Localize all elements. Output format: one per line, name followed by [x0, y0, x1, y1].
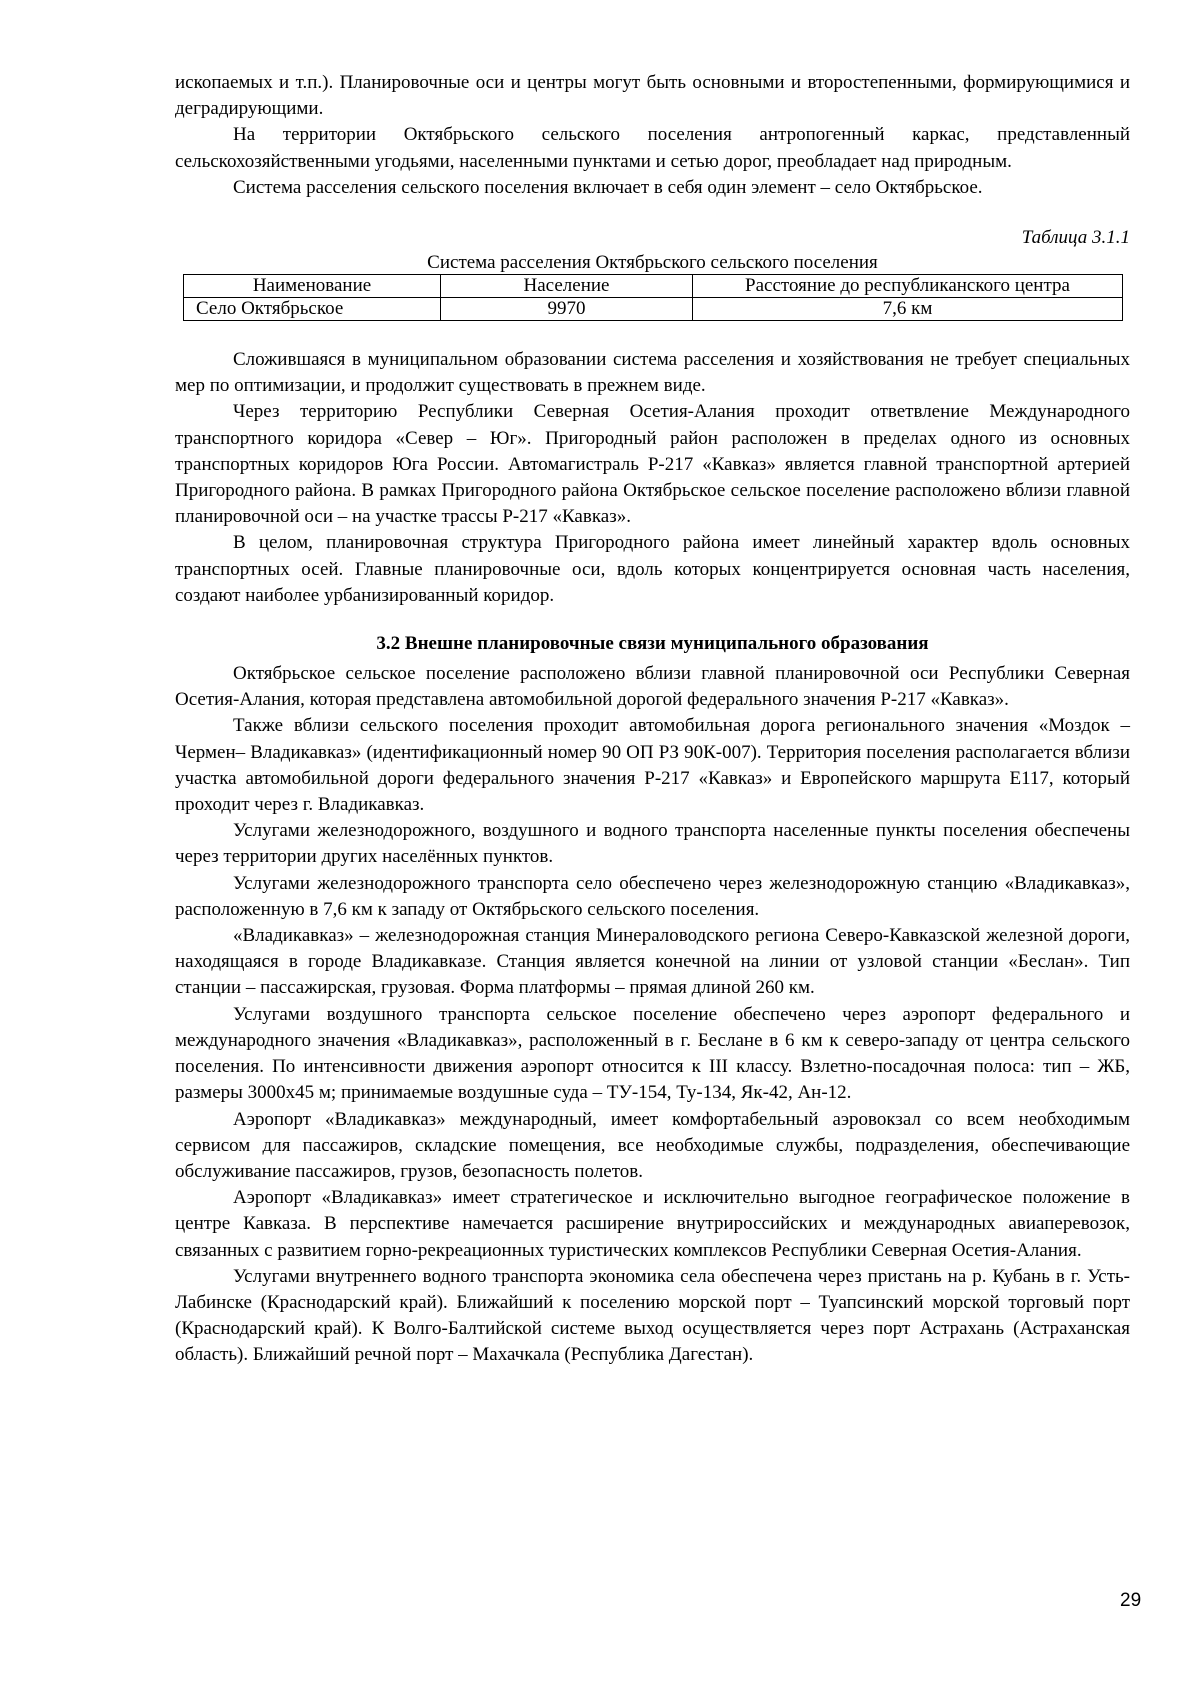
paragraph-bottom-7: Аэропорт «Владикавказ» международный, имеет комфортабельный аэровокзал со всем необходимым сервисом для пассажиров, складские помещения, все необходимые службы, подразделения, обеспечивающие обслуживание пассажиров, грузов, безопасность полетов. [175, 1108, 1130, 1182]
table-cell-distance: 7,6 км [693, 298, 1123, 321]
section-heading: 3.2 Внешне планировочные связи муниципального образования [376, 633, 929, 655]
page-number: 29 [1120, 1590, 1142, 1611]
table-cell-population: 9970 [441, 298, 693, 321]
paragraph-bottom-5: «Владикавказ» – железнодорожная станция Минераловодского региона Северо-Кавказской железной дороги, находящаяся в городе Владикавказе. Станция является конечной на линии от узловой станции «Беслан». Тип станции – пассажирская, грузовая. Форма платформы – прямая длиной 260 км. [175, 925, 1130, 999]
table-row [184, 298, 1123, 321]
paragraph-bottom-4: Услугами железнодорожного транспорта село обеспечено через железнодорожную станцию «Владикавказ», расположенную в 7,6 км к западу от Октябрьского сельского поселения. [175, 872, 1130, 920]
table-header-name: Наименование [184, 275, 441, 298]
paragraph-mid-2: Через территорию Республики Северная Осетия-Алания проходит ответвление Международного транспортного коридора «Север – Юг». Пригородный район расположен в пределах одного из основных транспортных коридоров Юга России. Автомагистраль Р-217 «Кавказ» является главной транспортной артерией Пригородного района. В рамках Пригородного района Октябрьское сельское поселение расположено вблизи главной планировочной оси – на участке трассы Р-217 «Кавказ». [175, 401, 1130, 528]
paragraph-bottom-8: Аэропорт «Владикавказ» имеет стратегическое и исключительно выгодное географическое положение в центре Кавказа. В перспективе намечается расширение внутрироссийских и международных авиаперевозок, связанных с развитием горно-рекреационных туристических комплексов Республики Северная Осетия-Алания. [175, 1187, 1130, 1261]
paragraph-top-1: ископаемых и т.п.). Планировочные оси и центры могут быть основными и второстепенными, формирующимися и деградирующими. [175, 72, 1130, 120]
table-title: Система расселения Октябрьского сельского поселения [427, 252, 878, 274]
table-caption: Таблица 3.1.1 [1021, 227, 1130, 249]
paragraph-bottom-2: Также вблизи сельского поселения проходит автомобильная дорога регионального значения «Моздок –Чермен– Владикавказ» (идентификационный номер 90 ОП РЗ 90К-007). Территория поселения располагается вблизи участка автомобильной дороги федерального значения Р-217 «Кавказ» и Европейского маршрута Е117, который проходит через г. Владикавказ. [175, 715, 1130, 816]
table-header-population: Население [441, 275, 693, 298]
document-page [175, 70, 1130, 1369]
paragraph-top-2: На территории Октябрьского сельского поселения антропогенный каркас, представленный сельскохозяйственными угодьями, населенными пунктами и сетью дорог, преобладает над природным. [175, 124, 1130, 172]
table-header-row [184, 275, 1123, 298]
paragraph-mid-1: Сложившаяся в муниципальном образовании система расселения и хозяйствования не требует специальных мер по оптимизации, и продолжит существовать в прежнем виде. [175, 349, 1130, 397]
paragraph-bottom-9: Услугами внутреннего водного транспорта экономика села обеспечена через пристань на р. Кубань в г. Усть-Лабинске (Краснодарский край). Ближайший к поселению морской порт – Туапсинский морской торговый порт (Краснодарский край). К Волго-Балтийской системе выход осуществляется через порт Астрахань (Астраханская область). Ближайший речной порт – Махачкала (Республика Дагестан). [175, 1265, 1130, 1366]
paragraph-bottom-6: Услугами воздушного транспорта сельское поселение обеспечено через аэропорт федерального и международного значения «Владикавказ», расположенный в г. Беслане в 6 км к северо-западу от центра сельского поселения. По интенсивности движения аэропорт относится к III классу. Взлетно-посадочная полоса: тип – ЖБ, размеры 3000х45 м; принимаемые воздушные суда – ТУ-154, Ту-134, Як-42, Ан-12. [175, 1003, 1130, 1104]
paragraph-mid-3: В целом, планировочная структура Пригородного района имеет линейный характер вдоль основных транспортных осей. Главные планировочные оси, вдоль которых концентрируется основная часть населения, создают наиболее урбанизированный коридор. [175, 532, 1130, 606]
settlement-table [183, 274, 1123, 321]
table-header-distance: Расстояние до республиканского центра [693, 275, 1123, 298]
paragraph-bottom-3: Услугами железнодорожного, воздушного и водного транспорта населенные пункты поселения обеспечены через территории других населённых пунктов. [175, 820, 1130, 868]
table-cell-name: Село Октябрьское [184, 298, 441, 321]
paragraph-top-3: Система расселения сельского поселения включает в себя один элемент – село Октябрьское. [233, 176, 983, 198]
paragraph-bottom-1: Октябрьское сельское поселение расположено вблизи главной планировочной оси Республики Северная Осетия-Алания, которая представлена автомобильной дорогой федерального значения Р-217 «Кавказ». [175, 663, 1130, 711]
